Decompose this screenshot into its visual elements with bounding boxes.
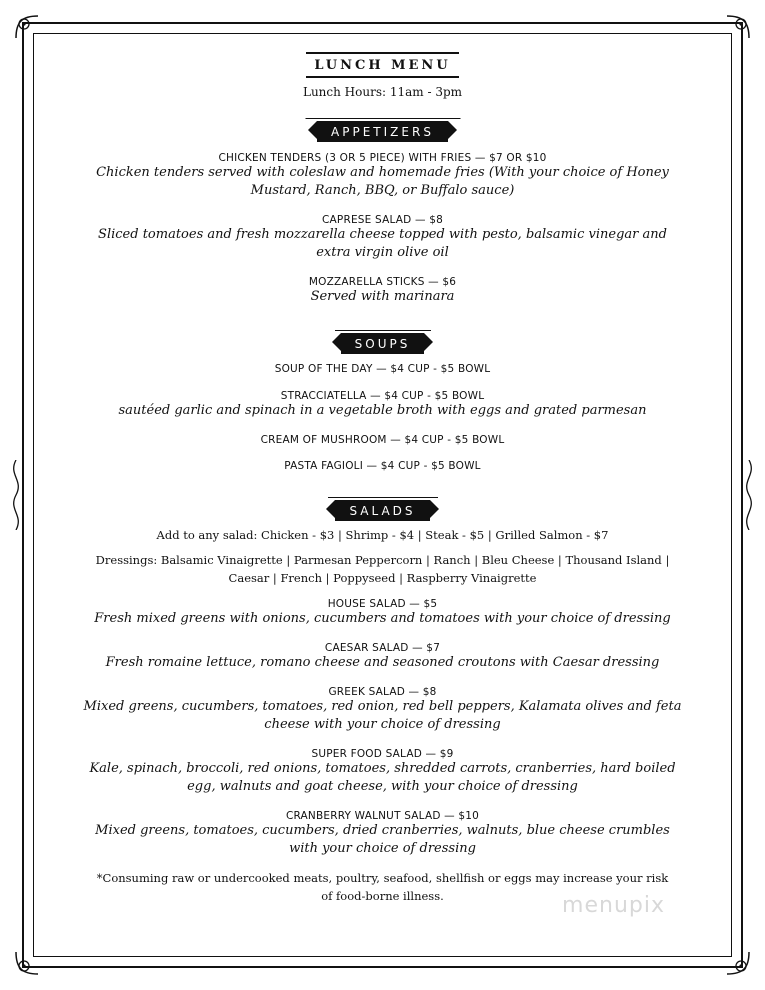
menu-item [40,434,725,446]
item-description: extra virgin olive oil [316,245,449,260]
soups-heading-row [40,333,725,353]
menu-item [40,748,725,796]
menu-item [40,810,725,858]
corner-flourish-icon [12,948,42,978]
item-description: Served with marinara [310,289,455,304]
item-description: Mixed greens, cucumbers, tomatoes, red onion, red bell peppers, Kalamata olives and feta [83,699,682,714]
item-name: HOUSE SALAD — $5 [327,598,438,610]
item-description: Mustard, Ranch, BBQ, or Buffalo sauce) [250,183,515,198]
dressings-line: Caesar | French | Poppyseed | Raspberry Vinaigrette [228,571,537,585]
item-description: Fresh mixed greens with onions, cucumbers and tomatoes with your choice of dressing [94,611,671,626]
corner-flourish-icon [723,12,753,42]
dressings-line: Dressings: Balsamic Vinaigrette | Parmesan Peppercorn | Ranch | Bleu Cheese | Thousand Island | [95,553,670,567]
item-description: Fresh romaine lettuce, romano cheese and seasoned croutons with Caesar dressing [105,655,660,670]
corner-flourish-icon [12,12,42,42]
watermark: menupix [562,893,665,918]
note-line: of food-borne illness. [321,889,444,903]
item-name: CRANBERRY WALNUT SALAD — $10 [285,810,480,822]
salad-dressings [40,551,725,587]
item-name: CREAM OF MUSHROOM — $4 CUP - $5 BOWL [260,434,505,446]
item-name: CAPRESE SALAD — $8 [322,214,443,226]
divider [335,330,431,331]
item-description: Chicken tenders served with coleslaw and homemade fries (With your choice of Honey [96,165,669,180]
menu-item [40,642,725,672]
appetizers-heading: APPETIZERS [317,121,448,142]
item-description: Mixed greens, tomatoes, cucumbers, dried cranberries, walnuts, blue cheese crumbles [95,823,670,838]
item-name: SOUP OF THE DAY — $4 CUP - $5 BOWL [274,363,491,375]
item-name: GREEK SALAD — $8 [328,686,437,698]
item-description: with your choice of dressing [289,841,476,856]
menu-item [40,214,725,262]
corner-flourish-icon [723,948,753,978]
menu-item [40,460,725,472]
menu-item [40,276,725,306]
item-description: Kale, spinach, broccoli, red onions, tomatoes, shredded carrots, cranberries, hard boiled [89,761,676,776]
item-description: sautéed garlic and spinach in a vegetable broth with eggs and grated parmesan [118,403,647,418]
lunch-hours: Lunch Hours: 11am - 3pm [302,85,463,99]
item-description: Sliced tomatoes and fresh mozzarella cheese topped with pesto, balsamic vinegar and [98,227,667,242]
menu-item [40,363,725,375]
item-description: egg, walnuts and goat cheese, with your choice of dressing [187,779,578,794]
item-description: cheese with your choice of dressing [264,717,501,732]
menu-item [40,390,725,420]
menu-item [40,598,725,628]
divider [305,118,460,119]
salad-addons: Add to any salad: Chicken - $3 | Shrimp - $4 | Steak - $5 | Grilled Salmon - $7 [156,528,609,542]
item-name: STRACCIATELLA — $4 CUP - $5 BOWL [280,390,485,402]
salads-heading-row [40,500,725,520]
item-name: PASTA FAGIOLI — $4 CUP - $5 BOWL [284,460,481,472]
menu-header [40,40,725,99]
side-flourish-icon [8,460,24,530]
note-line: *Consuming raw or undercooked meats, poultry, seafood, shellfish or eggs may increase your risk [96,871,669,885]
salads-heading: SALADS [335,500,429,521]
menu-item [40,152,725,200]
item-name: CHICKEN TENDERS (3 OR 5 PIECE) WITH FRIES — $7 OR $10 [218,152,547,164]
appetizers-heading-row [40,121,725,141]
item-name: MOZZARELLA STICKS — $6 [308,276,457,288]
item-name: SUPER FOOD SALAD — $9 [311,748,454,760]
page-title: LUNCH MENU [306,52,458,78]
divider [328,497,438,498]
soups-heading: SOUPS [341,333,425,354]
menu-page [40,40,725,950]
menu-item [40,686,725,734]
side-flourish-icon [741,460,757,530]
item-name: CAESAR SALAD — $7 [324,642,441,654]
